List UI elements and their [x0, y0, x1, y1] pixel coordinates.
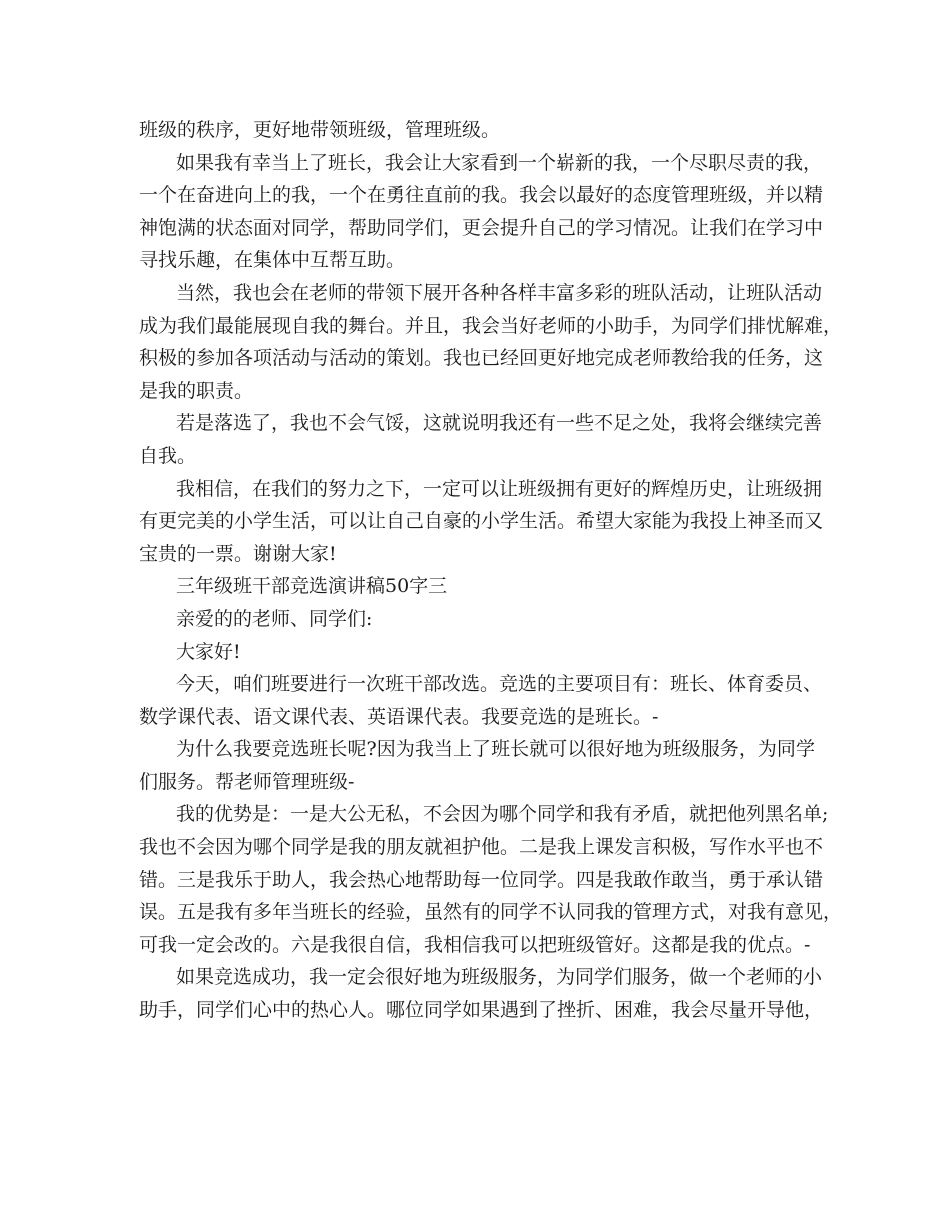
section-heading: 三年级班干部竞选演讲稿50字三 [176, 575, 448, 598]
text-line: 误。五是我有多年当班长的经验，虽然有的同学不认同我的管理方式，对我有意见， [139, 901, 843, 924]
text-line: 是我的职责。 [139, 379, 254, 402]
text-line: 我的优势是：一是大公无私，不会因为哪个同学和我有矛盾，就把他列黑名单; [176, 803, 829, 826]
text-line: 当然，我也会在老师的带领下展开各种各样丰富多彩的班队活动，让班队活动 [176, 281, 823, 304]
text-line: 有更完美的小学生活，可以让自己自豪的小学生活。希望大家能为我投上神圣而又 [139, 510, 824, 533]
text-line: 班级的秩序，更好地带领班级，管理班级。 [139, 119, 501, 141]
text-line: 自我。 [139, 444, 197, 467]
text-line: 助手，同学们心中的热心人。哪位同学如果遇到了挫折、困难，我会尽量开导他， [139, 999, 824, 1022]
text-line: 宝贵的一票。谢谢大家! [139, 542, 337, 565]
text-line: 我相信，在我们的努力之下，一定可以让班级拥有更好的辉煌历史，让班级拥 [176, 477, 823, 500]
text-line: 为什么我要竞选班长呢?因为我当上了班长就可以很好地为班级服务，为同学 [176, 738, 815, 761]
text-line: 寻找乐趣，在集体中互帮互助。 [139, 249, 406, 272]
text-line: 积极的参加各项活动与活动的策划。我也已经回更好地完成老师教给我的任务，这 [139, 347, 824, 370]
text-line: 错。三是我乐于助人，我会热心地帮助每一位同学。四是我敢作敢当，勇于承认错 [139, 868, 824, 891]
greeting: 亲爱的的老师、同学们: [176, 607, 373, 630]
text-line: 如果我有幸当上了班长，我会让大家看到一个崭新的我，一个尽职尽责的我， [176, 151, 823, 174]
text-line: 今天，咱们班要进行一次班干部改选。竞选的主要项目有：班长、体育委员、 [176, 673, 823, 696]
text-line: 们服务。帮老师管理班级- [139, 770, 355, 793]
text-line: 一个在奋进向上的我，一个在勇往直前的我。我会以最好的态度管理班级，并以精 [139, 184, 824, 207]
text-line: 可我一定会改的。六是我很自信，我相信我可以把班级管好。这都是我的优点。- [139, 933, 811, 956]
text-line: 数学课代表、语文课代表、英语课代表。我要竞选的是班长。- [139, 705, 659, 728]
text-line: 成为我们最能展现自我的舞台。并且，我会当好老师的小助手，为同学们排忧解难， [139, 314, 843, 337]
text-line: 如果竞选成功，我一定会很好地为班级服务，为同学们服务，做一个老师的小 [176, 966, 823, 989]
text-line: 若是落选了，我也不会气馁，这就说明我还有一些不足之处，我将会继续完善 [176, 412, 823, 435]
document-body [139, 114, 843, 1027]
greeting: 大家好! [176, 640, 241, 663]
text-line: 神饱满的状态面对同学，帮助同学们，更会提升自己的学习情况。让我们在学习中 [139, 216, 824, 239]
text-line: 我也不会因为哪个同学是我的朋友就袒护他。二是我上课发言积极，写作水平也不 [139, 836, 824, 859]
